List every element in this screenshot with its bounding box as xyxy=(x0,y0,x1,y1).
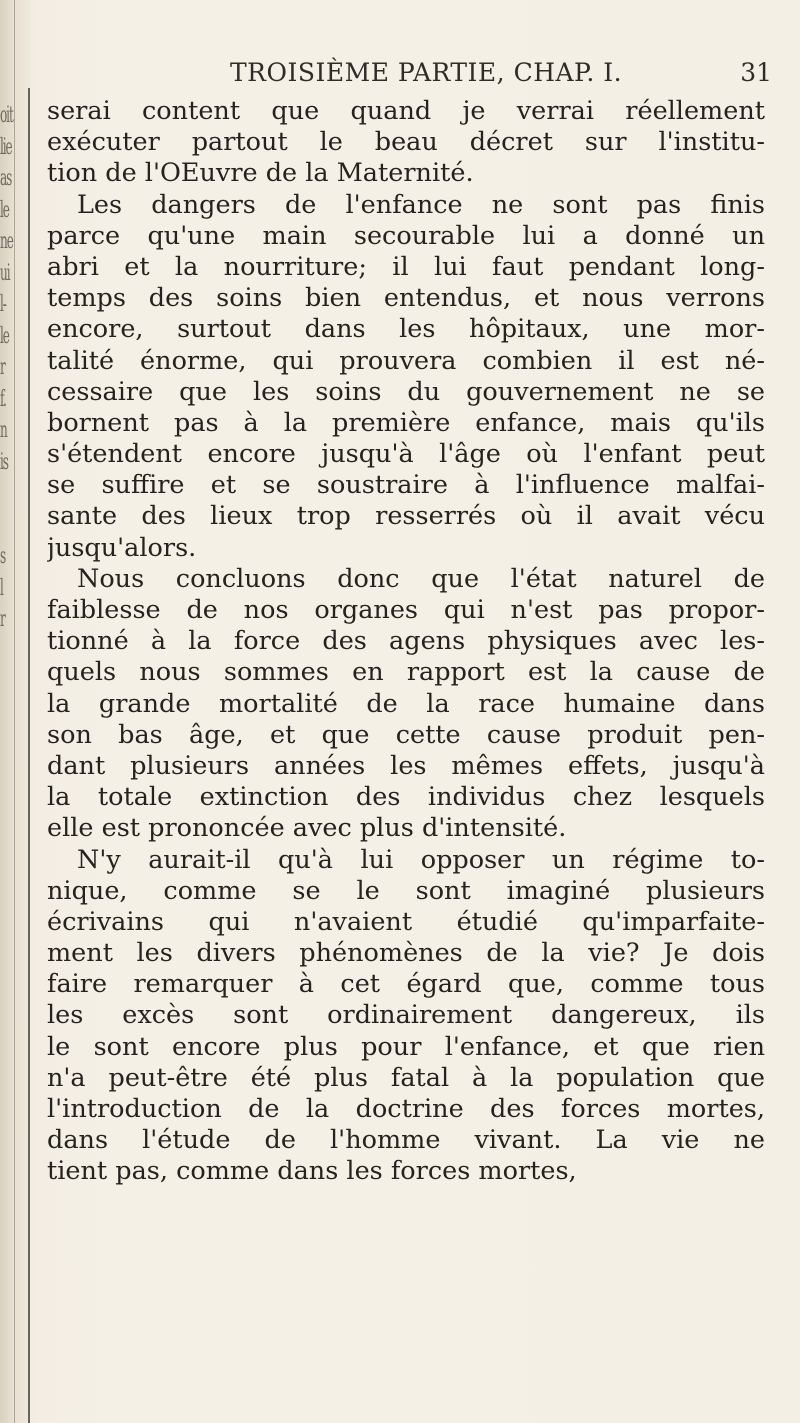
text-line: les excès sont ordinairement dangereux, ils xyxy=(47,1000,765,1031)
text-line: dans l'étude de l'homme vivant. La vie ne xyxy=(47,1125,765,1156)
bleed-fragment: s xyxy=(0,544,6,569)
text-line: faiblesse de nos organes qui n'est pas propor- xyxy=(47,595,765,625)
bleed-fragment xyxy=(0,825,17,857)
bleed-fragment: ne xyxy=(0,229,13,254)
bleed-fragment: is xyxy=(0,449,8,475)
bleed-fragment xyxy=(0,699,17,731)
bleed-fragment xyxy=(0,762,17,794)
text-line: tion de l'OEuvre de la Maternité. xyxy=(47,158,474,189)
text-line: tionné à la force des agens physiques avec les- xyxy=(47,626,765,657)
bleed-fragment: n xyxy=(0,418,7,443)
bleed-fragment: oit xyxy=(0,103,13,128)
text-line: tient pas, comme dans les forces mortes, xyxy=(47,1156,577,1187)
text-line: l'introduction de la doctrine des forces mortes, xyxy=(47,1094,765,1124)
bleed-fragment xyxy=(0,730,17,762)
text-line: talité énorme, qui prouvera combien il est né- xyxy=(47,345,765,376)
text-line: dant plusieurs années les mêmes effets, jusqu'à xyxy=(47,750,765,781)
bleed-fragment xyxy=(0,636,17,668)
text-line: Nous concluons donc que l'état naturel de xyxy=(77,563,765,594)
bleed-fragment xyxy=(0,667,17,699)
bleed-fragment: l xyxy=(0,575,3,601)
bleed-fragment: r xyxy=(0,355,5,380)
text-line: Les dangers de l'enfance ne sont pas finis xyxy=(77,189,765,220)
bleed-fragment: ui xyxy=(0,260,10,286)
page-number: 31 xyxy=(740,58,772,87)
text-line: n'a peut-être été plus fatal à la population que xyxy=(47,1062,765,1093)
running-head: TROISIÈME PARTIE, CHAP. I. xyxy=(230,58,623,87)
text-line: la totale extinction des individus chez lesquels xyxy=(47,782,765,813)
text-line: parce qu'une main secourable lui a donné un xyxy=(47,220,765,251)
text-line: se suffire et se soustraire à l'influence malfai- xyxy=(47,470,765,501)
text-line: quels nous sommes en rapport est la cause de xyxy=(47,657,765,688)
text-line: jusqu'alors. xyxy=(47,532,197,563)
text-line: exécuter partout le beau décret sur l'institu- xyxy=(47,127,765,158)
body-text xyxy=(47,96,765,1188)
bleed-fragment xyxy=(0,856,17,888)
bleed-fragment: f. xyxy=(0,386,6,412)
bleed-fragment xyxy=(0,793,17,825)
bleed-fragment: r xyxy=(0,607,5,632)
bleed-fragment: lie xyxy=(0,134,12,160)
text-line: cessaire que les soins du gouvernement ne se xyxy=(47,376,765,407)
text-line: encore, surtout dans les hôpitaux, une mor- xyxy=(47,314,765,345)
text-line: s'étendent encore jusqu'à l'âge où l'enfant peut xyxy=(47,439,765,470)
page-header xyxy=(32,58,772,98)
bleed-fragment: as xyxy=(0,166,12,191)
text-line: N'y aurait-il qu'à lui opposer un régime to- xyxy=(77,844,765,875)
bleed-fragment: le xyxy=(0,323,9,349)
bleed-fragment xyxy=(0,478,17,510)
text-line: ment les divers phénomènes de la vie? Je dois xyxy=(47,938,765,969)
text-line: nique, comme se le sont imaginé plusieurs xyxy=(47,875,765,906)
bleed-fragment: l- xyxy=(0,292,6,317)
text-line: temps des soins bien entendus, et nous verrons xyxy=(47,283,765,314)
text-line: abri et la nourriture; il lui faut pendant long- xyxy=(47,251,765,282)
text-line: le sont encore plus pour l'enfance, et que rien xyxy=(47,1031,765,1062)
text-line: son bas âge, et que cette cause produit pen- xyxy=(47,719,765,750)
bleed-fragment xyxy=(0,510,17,542)
text-line: serai content que quand je verrai réellement xyxy=(47,96,765,126)
left-margin-bleed-through xyxy=(0,100,30,888)
text-line: elle est prononcée avec plus d'intensité. xyxy=(47,813,567,844)
bleed-fragment: le xyxy=(0,197,9,223)
text-line: la grande mortalité de la race humaine dans xyxy=(47,688,765,719)
text-line: écrivains qui n'avaient étudié qu'imparfaite- xyxy=(47,906,765,937)
text-line: bornent pas à la première enfance, mais qu'ils xyxy=(47,407,765,438)
text-line: sante des lieux trop resserrés où il avait vécu xyxy=(47,501,765,532)
text-line: faire remarquer à cet égard que, comme tous xyxy=(47,969,765,1000)
